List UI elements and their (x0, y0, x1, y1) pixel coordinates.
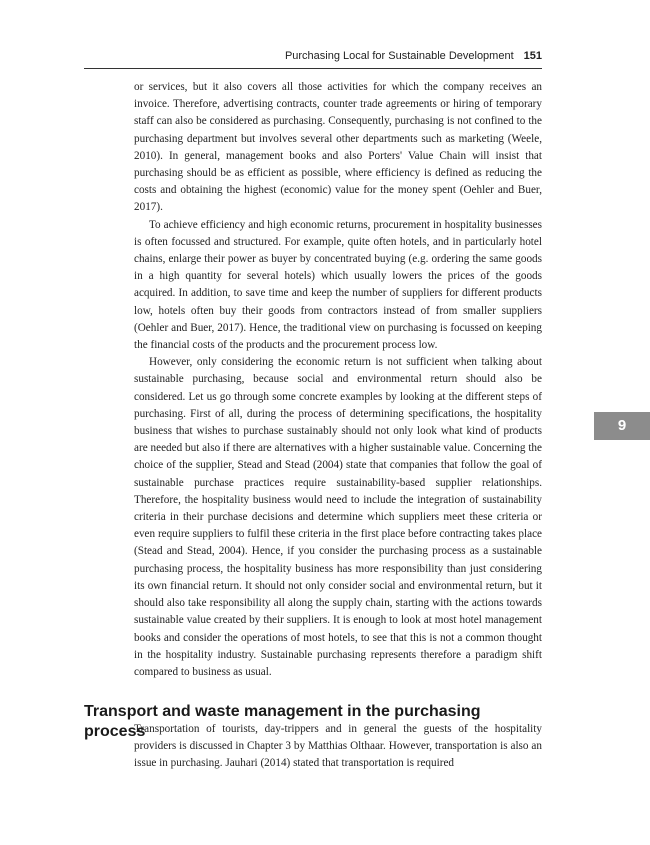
section-body (134, 721, 542, 773)
chapter-tab: 9 (594, 412, 650, 440)
paragraph-1: or services, but it also covers all those activities for which the company receives an invoice. Therefore, advertising contracts, counter trade agreements or hiring of temporary staff can also be considered as purchasing. Consequently, purchasing is not confined to the purchasing department but involves several other departments such as marketing (Weele, 2010). In general, management books and also Porters' Value Chain will insist that purchasing should be as efficient as possible, where efficiency is defined as reducing the costs and obtaining the highest (economic) value for the money spent (Oehler and Buer, 2017). (134, 81, 542, 214)
body-text (134, 79, 542, 681)
section-paragraph: Transportation of tourists, day-trippers and in general the guests of the hospitality providers is discussed in Chapter 3 by Matthias Olthaar. However, transportation is also an issue in purchasing. Jauhari (2014) stated that transportation is required (134, 723, 542, 770)
running-title: Purchasing Local for Sustainable Development (284, 50, 514, 62)
paragraph-2: To achieve efficiency and high economic returns, procurement in hospitality businesses is often focussed and structured. For example, quite often hotels, and in particularly hotel chains, enlarge their power as buyer by concentrated buying (e.g. ordering the same goods in a high quantity for several hotels) which usually lowers the prices of the goods acquired. In addition, to save time and keep the number of suppliers for different products low, hotels often buy their goods from contractors instead of from smaller suppliers (Oehler and Buer, 2017). Hence, the traditional view on purchasing is focussed on keeping the financial costs of the products and the procurement process low. (134, 218, 542, 352)
page-number: 151 (523, 50, 542, 62)
paragraph-3: However, only considering the economic return is not sufficient when talking about sustainable purchasing, because social and environmental return should also be considered. Let us go through some concrete examples by looking at the different steps of purchasing. First of all, during the process of determining specifications, the hospitality business that wishes to purchase sustainably should not only look what kind of products are needed but also if there are alternatives with a higher sustainable value. Concerning the choice of the supplier, Stead and Stead (2004) state that companies that follow the goal of sustainable purchase practices require sustainability-based supplier relationships. Therefore, the hospitality business would need to include the integration of sustainability criteria in their purchase decisions and determine which suppliers meet these criteria or even require suppliers to fulfil these criteria in the first place before contracting takes place (Stead and Stead, 2004). Hence, if you consider the purchasing process as a sustainable purchasing process, the hospitality business has more responsibility than just considering its own financial return. It should not only consider social and environmental return, but it should also take responsibility all along the supply chain, starting with the actions towards sustainable value created by their suppliers. It is enough to look at most hotel management books and consider the operations of most hotels, to see that this is not a common thought in the hospitality industry. Sustainable purchasing represents therefore a paradigm shift compared to business as usual. (134, 356, 542, 678)
running-header (84, 50, 542, 62)
header-rule (84, 68, 542, 69)
section-heading: Transport and waste management in the purchasing process (84, 703, 481, 740)
